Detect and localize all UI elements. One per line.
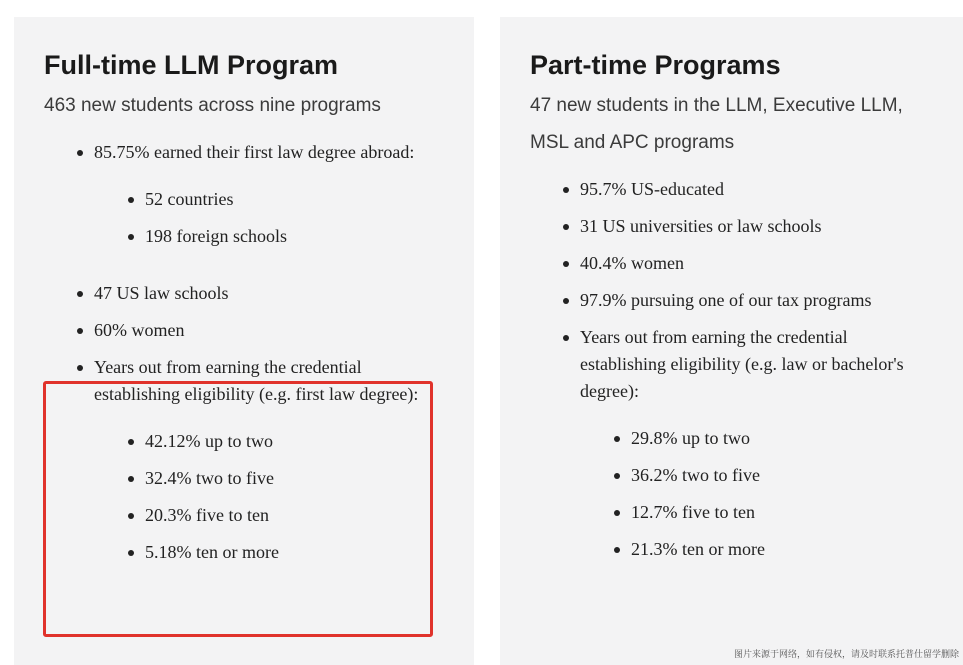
part-time-title: Part-time Programs (530, 50, 781, 80)
list-item: 60% women (94, 317, 444, 344)
sub-list-item: 36.2% two to five (631, 462, 933, 489)
sub-list-item: 21.3% ten or more (631, 536, 933, 563)
list-item: 47 US law schools (94, 280, 444, 307)
full-time-title: Full-time LLM Program (44, 50, 339, 80)
part-time-subtitle: 47 new students in the LLM, Executive LLM, MSL and APC programs (530, 95, 903, 153)
sub-list (94, 186, 444, 250)
sub-list-item: 12.7% five to ten (631, 499, 933, 526)
sub-list-item: 29.8% up to two (631, 425, 933, 452)
list-item (94, 139, 444, 250)
watermark-text: 图片来源于网络，如有侵权，请及时联系托普仕留学删除 (734, 650, 959, 660)
list-item: 31 US universities or law schools (580, 213, 933, 240)
list-item: 95.7% US-educated (580, 176, 933, 203)
list-item-text: 85.75% earned their first law degree abroad: (94, 142, 415, 162)
full-time-subtitle: 463 new students across nine programs (44, 95, 381, 116)
sub-list (580, 425, 933, 563)
sub-list-item: 32.4% two to five (145, 465, 444, 492)
full-time-program-card (14, 17, 474, 665)
sub-list-item: 20.3% five to ten (145, 502, 444, 529)
sub-list-item: 52 countries (145, 186, 444, 213)
full-time-stats-list (44, 139, 444, 566)
sub-list-item: 198 foreign schools (145, 223, 444, 250)
sub-list-item: 42.12% up to two (145, 428, 444, 455)
sub-list (94, 428, 444, 566)
list-item (94, 354, 444, 566)
list-item (580, 324, 933, 563)
sub-list-item: 5.18% ten or more (145, 539, 444, 566)
list-item-text: Years out from earning the credential establishing eligibility (e.g. first law degree): (94, 357, 419, 404)
part-time-programs-card (500, 17, 963, 665)
list-item: 97.9% pursuing one of our tax programs (580, 287, 933, 314)
list-item-text: Years out from earning the credential establishing eligibility (e.g. law or bachelor's degree): (580, 327, 904, 401)
list-item: 40.4% women (580, 250, 933, 277)
part-time-stats-list (530, 176, 933, 563)
